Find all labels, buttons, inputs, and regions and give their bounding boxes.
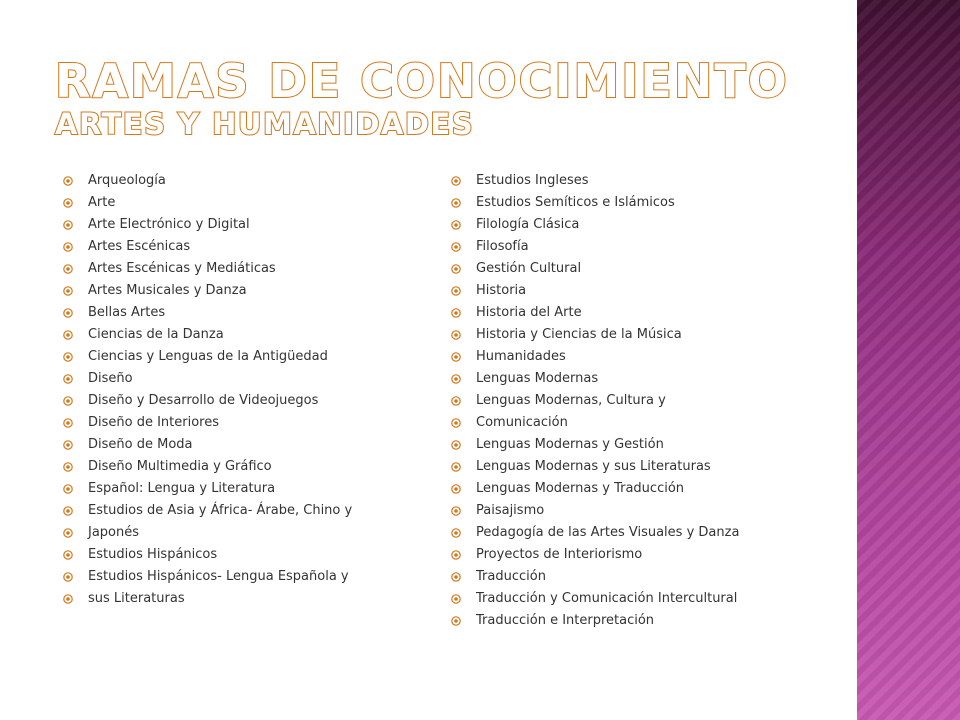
list-item-text: Español: Lengua y Literatura bbox=[88, 481, 276, 496]
list-item bbox=[450, 610, 739, 632]
list-item-text: Pedagogía de las Artes Visuales y Danza bbox=[476, 525, 740, 540]
list-item bbox=[450, 280, 739, 302]
list-item-text: Traducción e Interpretación bbox=[476, 613, 655, 628]
list-item bbox=[62, 500, 352, 522]
ornamental-bullet-icon bbox=[450, 544, 462, 566]
list-item bbox=[450, 192, 739, 214]
list-item-text: Historia y Ciencias de la Música bbox=[476, 327, 682, 342]
ornamental-bullet-icon bbox=[450, 456, 462, 478]
list-item-text: Arqueología bbox=[88, 173, 166, 188]
list-item-text: sus Literaturas bbox=[88, 591, 185, 606]
ornamental-bullet-icon bbox=[450, 566, 462, 588]
list-item-text: Diseño de Interiores bbox=[88, 415, 220, 430]
ornamental-bullet-icon bbox=[450, 478, 462, 500]
list-item-text: Lenguas Modernas, Cultura y bbox=[476, 393, 666, 408]
right-bullet-list bbox=[450, 170, 739, 632]
ornamental-bullet-icon bbox=[62, 456, 74, 478]
list-item-text: Diseño y Desarrollo de Videojuegos bbox=[88, 393, 319, 408]
list-item bbox=[62, 214, 352, 236]
ornamental-bullet-icon bbox=[62, 566, 74, 588]
list-item bbox=[62, 346, 352, 368]
list-item-text: Artes Escénicas y Mediáticas bbox=[88, 261, 276, 276]
ornamental-bullet-icon bbox=[62, 236, 74, 258]
ornamental-bullet-icon bbox=[450, 346, 462, 368]
list-item bbox=[450, 522, 739, 544]
list-item-text: Estudios Semíticos e Islámicos bbox=[476, 195, 675, 210]
list-item bbox=[450, 544, 739, 566]
ornamental-bullet-icon bbox=[450, 610, 462, 632]
list-item-text: Lenguas Modernas y Traducción bbox=[476, 481, 685, 496]
ornamental-bullet-icon bbox=[450, 170, 462, 192]
list-item bbox=[450, 324, 739, 346]
list-item bbox=[62, 368, 352, 390]
list-item bbox=[450, 368, 739, 390]
list-item-text: Ciencias de la Danza bbox=[88, 327, 224, 342]
list-item-text: Estudios Hispánicos- Lengua Española y bbox=[88, 569, 349, 584]
ornamental-bullet-icon bbox=[450, 434, 462, 456]
list-item-text: Japonés bbox=[88, 525, 140, 540]
list-item-text: Filosofía bbox=[476, 239, 529, 254]
list-item bbox=[450, 566, 739, 588]
ornamental-bullet-icon bbox=[62, 170, 74, 192]
list-item-text: Traducción bbox=[476, 569, 546, 584]
list-item bbox=[62, 170, 352, 192]
list-item bbox=[450, 170, 739, 192]
list-item bbox=[450, 302, 739, 324]
ornamental-bullet-icon bbox=[62, 522, 74, 544]
list-item bbox=[62, 302, 352, 324]
ornamental-bullet-icon bbox=[62, 280, 74, 302]
list-item bbox=[62, 434, 352, 456]
ornamental-bullet-icon bbox=[450, 588, 462, 610]
list-item-text: Historia bbox=[476, 283, 527, 298]
ornamental-bullet-icon bbox=[450, 500, 462, 522]
ornamental-bullet-icon bbox=[450, 280, 462, 302]
list-item-text: Diseño Multimedia y Gráfico bbox=[88, 459, 272, 474]
list-item-text: Filología Clásica bbox=[476, 217, 580, 232]
list-item bbox=[62, 522, 352, 544]
list-item-text: Diseño bbox=[88, 371, 133, 386]
list-item-text: Comunicación bbox=[476, 415, 568, 430]
list-item-text: Ciencias y Lenguas de la Antigüedad bbox=[88, 349, 328, 364]
list-item bbox=[62, 236, 352, 258]
ornamental-bullet-icon bbox=[62, 214, 74, 236]
list-item-text: Lenguas Modernas bbox=[476, 371, 599, 386]
ornamental-bullet-icon bbox=[62, 390, 74, 412]
ornamental-bullet-icon bbox=[62, 434, 74, 456]
title-main: RAMAS DE CONOCIMIENTO bbox=[55, 54, 789, 108]
list-item bbox=[62, 390, 352, 412]
list-item bbox=[450, 390, 739, 412]
ornamental-bullet-icon bbox=[450, 412, 462, 434]
list-item bbox=[450, 236, 739, 258]
list-item bbox=[450, 412, 739, 434]
list-item bbox=[62, 588, 352, 610]
list-item-text: Estudios Hispánicos bbox=[88, 547, 218, 562]
list-item-text: Lenguas Modernas y Gestión bbox=[476, 437, 664, 452]
ornamental-bullet-icon bbox=[450, 390, 462, 412]
list-item-text: Humanidades bbox=[476, 349, 566, 364]
list-item bbox=[450, 456, 739, 478]
ornamental-bullet-icon bbox=[62, 192, 74, 214]
list-item bbox=[450, 588, 739, 610]
list-item bbox=[450, 258, 739, 280]
list-item-text: Arte Electrónico y Digital bbox=[88, 217, 250, 232]
list-item-text: Artes Escénicas bbox=[88, 239, 191, 254]
ornamental-bullet-icon bbox=[62, 258, 74, 280]
list-item bbox=[62, 192, 352, 214]
slide-title bbox=[55, 54, 835, 141]
list-item bbox=[450, 478, 739, 500]
ornamental-bullet-icon bbox=[62, 346, 74, 368]
list-item-text: Gestión Cultural bbox=[476, 261, 582, 276]
list-item bbox=[450, 434, 739, 456]
list-item-text: Arte bbox=[88, 195, 116, 210]
ornamental-bullet-icon bbox=[62, 588, 74, 610]
title-subtitle: ARTES Y HUMANIDADES bbox=[55, 107, 475, 141]
ornamental-bullet-icon bbox=[450, 522, 462, 544]
list-item bbox=[62, 544, 352, 566]
left-bullet-list bbox=[62, 170, 352, 610]
list-item-text: Estudios Ingleses bbox=[476, 173, 589, 188]
list-item-text: Proyectos de Interiorismo bbox=[476, 547, 643, 562]
list-item bbox=[62, 478, 352, 500]
list-item-text: Artes Musicales y Danza bbox=[88, 283, 247, 298]
list-item bbox=[62, 412, 352, 434]
list-item bbox=[62, 324, 352, 346]
list-item bbox=[450, 346, 739, 368]
ornamental-bullet-icon bbox=[62, 412, 74, 434]
ornamental-bullet-icon bbox=[450, 214, 462, 236]
ornamental-bullet-icon bbox=[450, 192, 462, 214]
ornamental-bullet-icon bbox=[450, 368, 462, 390]
list-item-text: Historia del Arte bbox=[476, 305, 582, 320]
ornamental-bullet-icon bbox=[450, 324, 462, 346]
list-item-text: Estudios de Asia y África- Árabe, Chino y bbox=[88, 503, 353, 518]
ornamental-bullet-icon bbox=[62, 324, 74, 346]
ornamental-bullet-icon bbox=[62, 478, 74, 500]
list-item-text: Diseño de Moda bbox=[88, 437, 193, 452]
ornamental-bullet-icon bbox=[62, 368, 74, 390]
ornamental-bullet-icon bbox=[450, 302, 462, 324]
list-item-text: Bellas Artes bbox=[88, 305, 166, 320]
list-item bbox=[450, 500, 739, 522]
list-item bbox=[62, 280, 352, 302]
ornamental-bullet-icon bbox=[450, 236, 462, 258]
decorative-sidebar bbox=[857, 0, 960, 720]
list-item bbox=[62, 566, 352, 588]
ornamental-bullet-icon bbox=[62, 302, 74, 324]
list-item-text: Traducción y Comunicación Intercultural bbox=[476, 591, 738, 606]
ornamental-bullet-icon bbox=[62, 544, 74, 566]
ornamental-bullet-icon bbox=[62, 500, 74, 522]
list-item-text: Paisajismo bbox=[476, 503, 545, 518]
list-item bbox=[62, 456, 352, 478]
list-item bbox=[62, 258, 352, 280]
ornamental-bullet-icon bbox=[450, 258, 462, 280]
list-item-text: Lenguas Modernas y sus Literaturas bbox=[476, 459, 711, 474]
list-item bbox=[450, 214, 739, 236]
